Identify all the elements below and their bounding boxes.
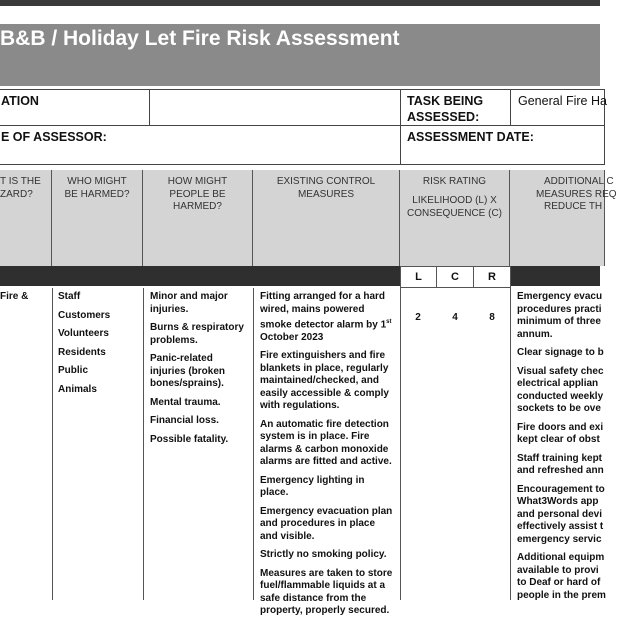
additional-line: Fire doors and exi <box>517 421 604 433</box>
location-value-cell[interactable] <box>149 89 401 126</box>
assessor-label-cell <box>0 125 401 165</box>
header-risk-title: RISK RATING <box>422 176 487 187</box>
existing-first-sup: st <box>386 319 392 325</box>
header-who-text: WHO MIGHT BE HARMED? <box>64 176 130 200</box>
existing-item: Fire extinguishers and fire blankets in place, regularly maintained/checked, and easily accessible & comply with regulations. <box>260 350 389 412</box>
additional-line: Emergency evacu <box>517 291 603 302</box>
document-title: B&B / Holiday Let Fire Risk Assessment <box>0 27 400 50</box>
additional-line: Additional equipm <box>517 552 605 563</box>
who-item: Animals <box>58 383 97 395</box>
header-hazard-line2: ZARD? <box>0 188 33 200</box>
who-item: Volunteers <box>58 328 109 339</box>
col-divider <box>253 288 254 600</box>
additional-line: available to provi <box>517 564 599 576</box>
assessment-date-label: ASSESSMENT DATE: <box>407 130 534 144</box>
additional-line: and personal devi <box>517 508 603 520</box>
how-item: Panic-related injuries (broken bones/sprains). <box>150 353 226 389</box>
col-divider <box>400 288 401 600</box>
existing-item <box>260 291 394 344</box>
additional-line: Staff training kept <box>517 452 603 464</box>
location-label: ATION <box>1 94 39 108</box>
header-hazard <box>0 170 52 266</box>
header-who <box>52 170 143 266</box>
rating-l: 2 <box>415 312 421 323</box>
location-label-cell <box>0 89 150 126</box>
header-risk <box>400 170 510 266</box>
header-existing-text: EXISTING CONTROL MEASURES <box>276 176 376 200</box>
lcr-header-c: C <box>436 266 474 288</box>
existing-item: Strictly no smoking policy. <box>260 549 387 561</box>
task-label-cell <box>400 89 511 126</box>
top-border <box>0 0 600 6</box>
existing-item: Emergency evacuation plan and procedures in place and visible. <box>260 505 393 542</box>
additional-line: Encouragement to <box>517 483 605 495</box>
additional-item <box>517 347 604 360</box>
additional-line: conducted weekly <box>517 390 604 402</box>
additional-line: emergency servic <box>517 533 602 545</box>
who-cell <box>58 291 140 402</box>
existing-item: Emergency lighting in place. <box>260 474 365 499</box>
additional-item <box>517 552 606 602</box>
additional-line: annum. <box>517 328 553 340</box>
who-item: Staff <box>58 291 81 302</box>
how-item: Mental trauma. <box>150 396 221 408</box>
existing-item: An automatic fire detection system is in place. Fire alarms & carbon monoxide alarms are fitted and active. <box>260 418 392 468</box>
rating-r: 8 <box>489 312 495 323</box>
date-cell <box>400 125 605 165</box>
how-item: Possible fatality. <box>150 433 229 445</box>
header-hazard-line1: T IS THE <box>0 176 41 187</box>
additional-line: kept clear of obst <box>517 434 600 445</box>
col-divider <box>510 288 511 600</box>
additional-item <box>517 365 604 416</box>
existing-cell <box>260 291 394 617</box>
additional-item <box>517 483 605 547</box>
who-item: Public <box>58 365 89 376</box>
additional-line: people in the prem <box>517 589 606 601</box>
additional-line: procedures practi <box>517 303 602 315</box>
additional-line: to Deaf or hard of <box>517 577 601 588</box>
col-divider <box>143 288 144 600</box>
additional-line: What3Words app <box>517 496 599 507</box>
additional-cell <box>517 291 606 601</box>
assessor-label: E OF ASSESSOR: <box>1 130 107 144</box>
rating-c: 4 <box>452 312 458 323</box>
existing-item: Measures are taken to store fuel/flammable liquids at a safe distance from the property, properly secured. <box>260 567 393 617</box>
header-risk-sub: LIKELIHOOD (L) X CONSEQUENCE (C) <box>406 195 502 219</box>
additional-line: sockets to be ove <box>517 403 601 414</box>
header-how <box>143 170 253 266</box>
task-label: TASK BEING ASSESSED: <box>407 94 484 124</box>
how-item: Burns & respiratory problems. <box>150 322 244 346</box>
additional-line: Clear signage to b <box>517 347 604 358</box>
additional-item <box>517 421 604 447</box>
how-cell <box>150 291 250 452</box>
existing-first-text: Fitting arranged for a hard wired, mains powered smoke detector alarm by 1 <box>260 291 387 331</box>
how-item: Financial loss. <box>150 415 219 426</box>
task-value-cell[interactable] <box>510 89 605 126</box>
how-item: Minor and major injuries. <box>150 291 228 315</box>
additional-item <box>517 452 604 478</box>
header-existing <box>253 170 400 266</box>
who-item: Customers <box>58 309 111 321</box>
hazard-text: Fire & <box>0 291 29 302</box>
additional-line: Visual safety chec <box>517 365 604 377</box>
header-additional-line2: MEASURES REQ <box>536 188 617 200</box>
lcr-header-r: R <box>473 266 511 288</box>
additional-line: effectively assist t <box>517 521 604 532</box>
additional-item <box>517 291 603 341</box>
additional-line: and refreshed ann <box>517 465 604 476</box>
hazard-cell <box>0 291 52 310</box>
additional-line: minimum of three <box>517 316 601 327</box>
additional-line: electrical applian <box>517 378 599 389</box>
task-value: General Fire Ha <box>518 94 607 108</box>
col-divider <box>52 288 53 600</box>
header-how-text: HOW MIGHT PEOPLE BE HARMED? <box>167 176 228 212</box>
header-additional-line1: ADDITIONAL C <box>544 176 614 187</box>
header-additional <box>510 170 617 266</box>
lcr-header-l: L <box>400 266 437 288</box>
existing-first-tail: October 2023 <box>260 331 324 343</box>
header-additional-line3: REDUCE TH <box>544 201 603 212</box>
title-bar <box>0 24 600 86</box>
who-item: Residents <box>58 346 106 358</box>
